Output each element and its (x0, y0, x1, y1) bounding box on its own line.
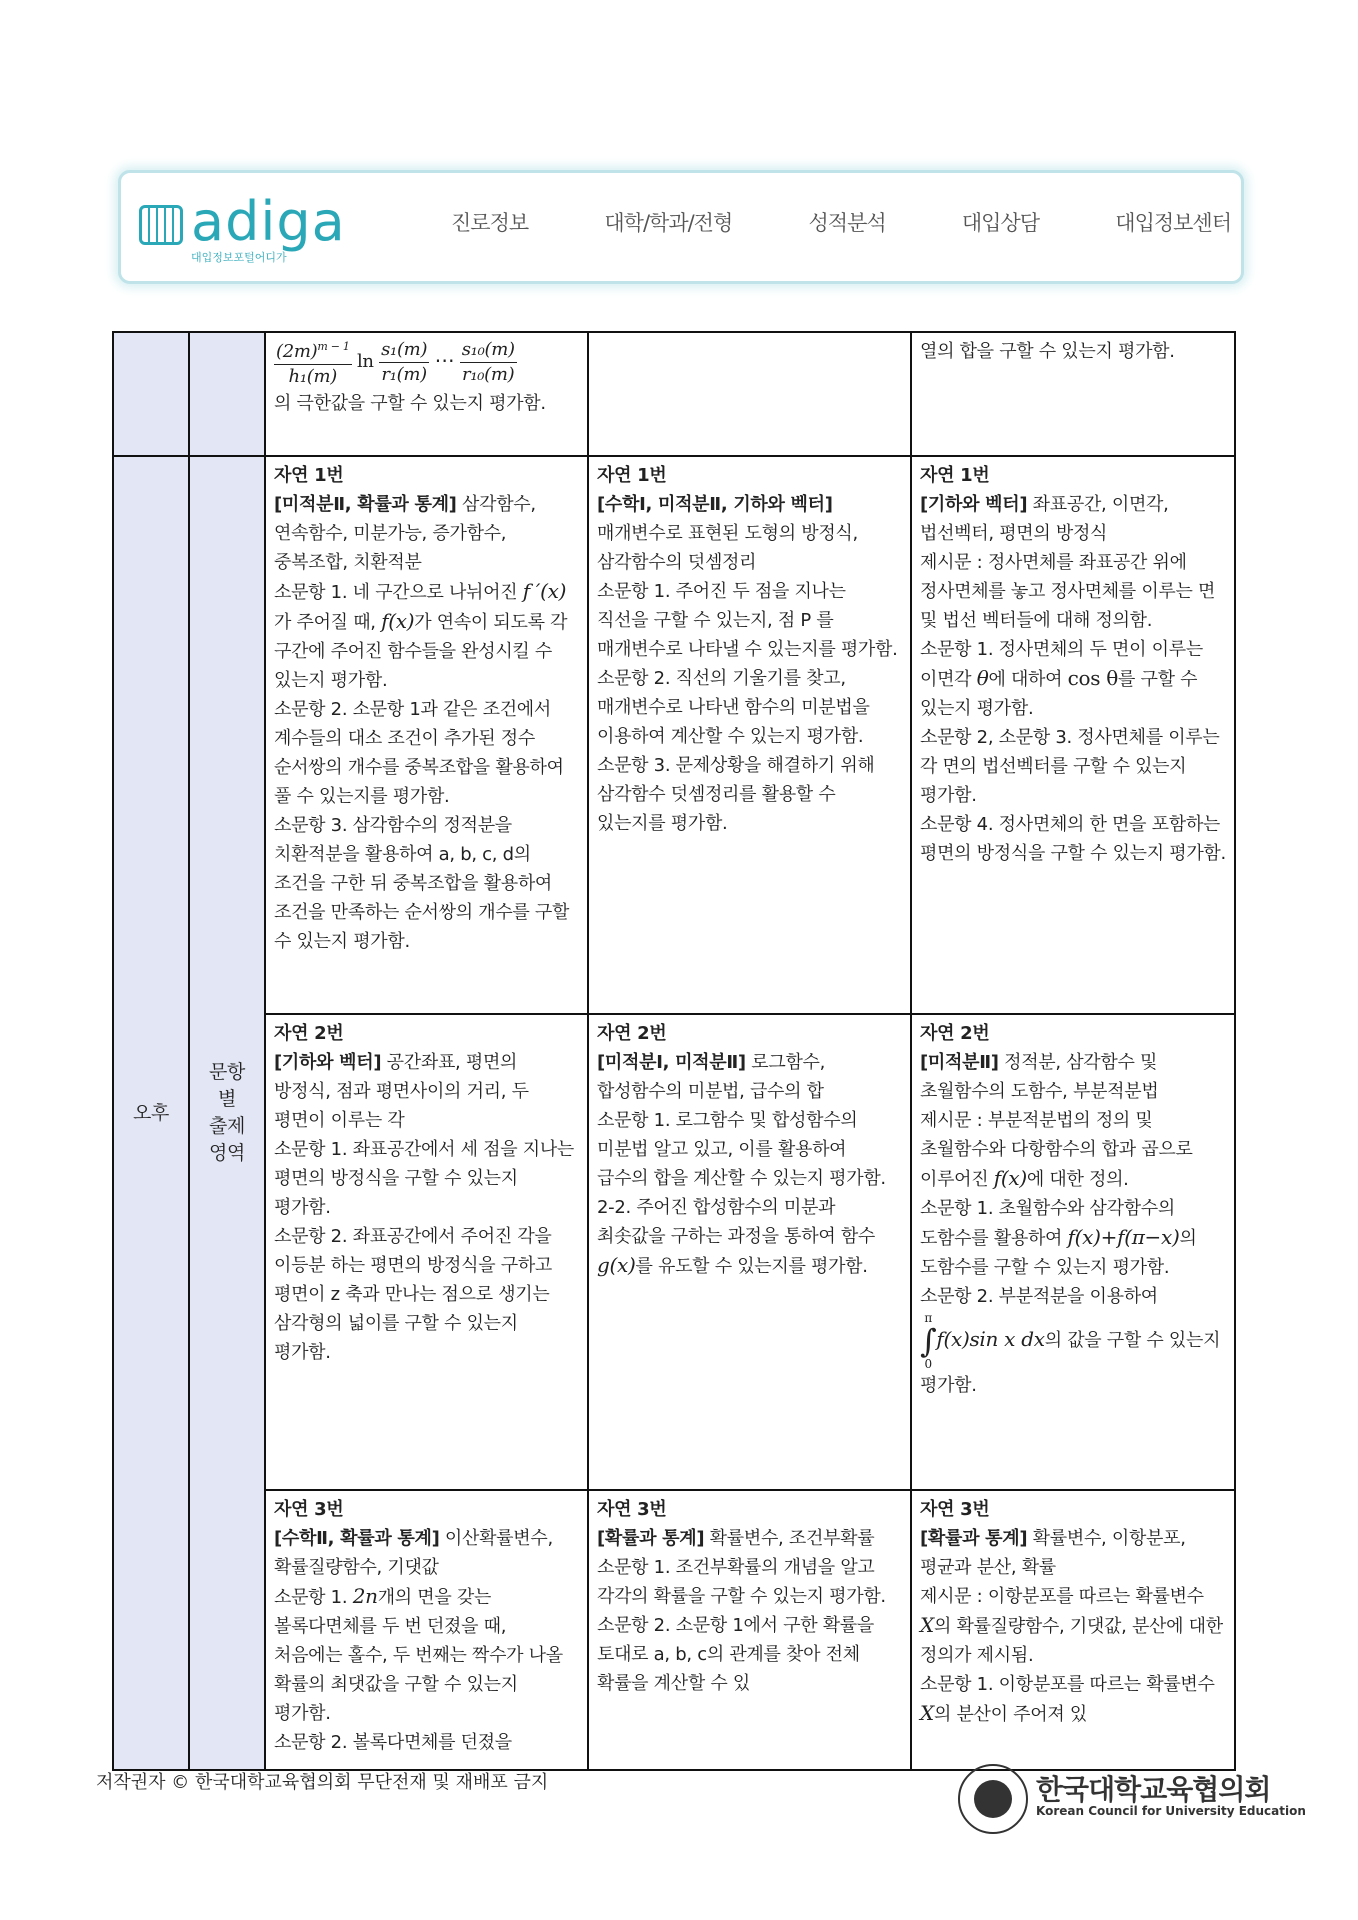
nav-score-analysis[interactable]: 성적분석 (808, 211, 886, 235)
nav-career-info[interactable]: 진로정보 (451, 211, 529, 235)
adiga-logo[interactable] (135, 190, 365, 265)
formula-fraction: $\frac{(2m)^{m - 1}}{\text{h₁(m)}}$ (274, 335, 352, 389)
main-nav (451, 207, 1231, 237)
nav-admission-consult[interactable]: 대입상담 (961, 211, 1040, 235)
cell-empty (588, 332, 911, 456)
cell-limit-expression: $\frac{(2m)^{m - 1}}{\text{h₁(m)}}$ ln $\frac{\text{s₁(m)}}{\text{r₁(m)}}$ ⋯ $\frac{\text{s₁₀(m)}}{\text{r₁₀(m)}}$ 의 극한값을 구할 수 있는지 평가함. (265, 332, 588, 456)
kcue-seal-icon (958, 1764, 1028, 1834)
table-row (113, 456, 1235, 1014)
formula-fraction: $\frac{\text{s₁₀(m)}}{\text{r₁₀(m)}}$ (461, 338, 515, 385)
area-label: 문항 별 출제 영역 (189, 456, 265, 1770)
org-name-korean: 한국대학교육협의회 (1036, 1773, 1271, 1806)
cell-q1-col1: 자연 1번 [미적분Ⅱ, 확률과 통계] 삼각함수, 연속함수, 미분가능, 증가함수, 중복조합, 치환적분 소문항 1. 네 구간으로 나뉘어진 f ′(x)가 주어질 때, f(x)가 연속이 되도록 각 구간에 주어진 함수들을 완성시킬 수 있는지 평가함. 소문항 2. 소문항 1과 같은 조건에서 계수들의 대소 조건이 추가된 정수 순서쌍의 개수를 중복조합을 활용하여 풀 수 있는지를 평가함. 소문항 3. 삼각함수의 정적분을 치환적분을 활용하여 a, b, c, d의 조건을 구한 뒤 중복조합을 활용하여 조건을 만족하는 순서쌍의 개수를 구할 수 있는지 평가함. (265, 456, 588, 1014)
formula-fraction: $\frac{\text{s₁(m)}}{\text{r₁(m)}}$ (381, 338, 428, 385)
evaluation-table (112, 331, 1236, 1771)
cell-q3-col3: 자연 3번 [확률과 통계] 확률변수, 이항분포, 평균과 분산, 확률 제시문 : 이항분포를 따르는 확률변수 X의 확률질량함수, 기댓값, 분산에 대한 정의가 제시됨. 소문항 1. 이항분포를 따르는 확률변수 X의 분산이 주어져 있 (911, 1490, 1235, 1770)
building-icon (139, 205, 183, 245)
cell-q3-col1: 자연 3번 [수학Ⅱ, 확률과 통계] 이산확률변수, 확률질량함수, 기댓값 소문항 1. 2n개의 면을 갖는 볼록다면체를 두 번 던졌을 때, 처음에는 홀수, 두 번째는 짝수가 나올 확률의 최댓값을 구할 수 있는지 평가함. 소문항 2. 볼록다면체를 던졌을 (265, 1490, 588, 1770)
cell-q3-col2: 자연 3번 [확률과 통계] 확률변수, 조건부확률 소문항 1. 조건부확률의 개념을 알고 각각의 확률을 구할 수 있는지 평가함. 소문항 2. 소문항 1에서 구한 확률을 토대로 a, b, c의 관계를 찾아 전체 확률을 계산할 수 있 (588, 1490, 911, 1770)
table-row (113, 332, 1235, 456)
row-header-empty (113, 332, 189, 456)
logo-subtitle: 대입정보포털어디가 (191, 251, 287, 264)
portal-banner (118, 170, 1244, 284)
kcue-logo (958, 1760, 1306, 1840)
nav-info-center[interactable]: 대입정보센터 (1115, 211, 1231, 235)
session-label: 오후 (113, 456, 189, 1770)
logo-text: adiga (191, 190, 346, 253)
org-name-english: Korean Council for University Education (1036, 1804, 1306, 1818)
cell-q2-col1: 자연 2번 [기하와 벡터] 공간좌표, 평면의 방정식, 점과 평면사이의 거리, 두 평면이 이루는 각 소문항 1. 좌표공간에서 세 점을 지나는 평면의 방정식을 구할 수 있는지 평가함. 소문항 2. 좌표공간에서 주어진 각을 이등분 하는 평면의 방정식을 구하고 평면이 z 축과 만나는 점으로 생기는 삼각형의 넓이를 구할 수 있는지 평가함. (265, 1014, 588, 1490)
cell-q2-col2: 자연 2번 [미적분Ⅰ, 미적분Ⅱ] 로그함수, 합성함수의 미분법, 급수의 합 소문항 1. 로그함수 및 합성함수의 미분법 알고 있고, 이를 활용하여 급수의 합을 계산할 수 있는지 평가함. 2-2. 주어진 합성함수의 미분과 최솟값을 구하는 과정을 통하여 함수 g(x)를 유도할 수 있는지를 평가함. (588, 1014, 911, 1490)
cell-q1-col2: 자연 1번 [수학Ⅰ, 미적분Ⅱ, 기하와 벡터] 매개변수로 표현된 도형의 방정식, 삼각함수의 덧셈정리 소문항 1. 주어진 두 점을 지나는 직선을 구할 수 있는지, 점 P 를 매개변수로 나타낼 수 있는지를 평가함. 소문항 2. 직선의 기울기를 찾고, 매개변수로 나타낸 함수의 미분법을 이용하여 계산할 수 있는지 평가함. 소문항 3. 문제상황을 해결하기 위해 삼각함수 덧셈정리를 활용할 수 있는지를 평가함. (588, 456, 911, 1014)
limit-formula: $\frac{(2m)^{m - 1}}{\text{h₁(m)}}$ ln $\frac{\text{s₁(m)}}{\text{r₁(m)}}$ ⋯ $\frac{\text{s₁₀(m)}}{\text{r₁₀(m)}}$ (274, 335, 579, 389)
table-row (113, 1490, 1235, 1770)
cell-q2-col3: 자연 2번 [미적분Ⅱ] 정적분, 삼각함수 및 초월함수의 도함수, 부분적분법 제시문 : 부분적분법의 정의 및 초월함수와 다항함수의 합과 곱으로 이루어진 f(x)에 대한 정의. 소문항 1. 초월함수와 삼각함수의 도함수를 활용하여 f(x)+f(π−x)의 도함수를 구할 수 있는지 평가함. 소문항 2. 부분적분을 이용하여 π ∫ 0 f(x)sin x dx의 값을 구할 수 있는지 평가함. (911, 1014, 1235, 1490)
cell-sequence-sum: 열의 합을 구할 수 있는지 평가함. (911, 332, 1235, 456)
cell-q1-col3: 자연 1번 [기하와 벡터] 좌표공간, 이면각, 법선벡터, 평면의 방정식 제시문 : 정사면체를 좌표공간 위에 정사면체를 놓고 정사면체를 이루는 면 및 법선 벡터들에 대해 정의함. 소문항 1. 정사면체의 두 면이 이루는 이면각 θ에 대하여 cos θ를 구할 수 있는지 평가함. 소문항 2, 소문항 3. 정사면체를 이루는 각 면의 법선벡터를 구할 수 있는지 평가함. 소문항 4. 정사면체의 한 면을 포함하는 평면의 방정식을 구할 수 있는지 평가함. (911, 456, 1235, 1014)
copyright-notice: 저작권자 © 한국대학교육협의회 무단전재 및 재배포 금지 (96, 1772, 549, 1793)
row-subheader-empty (189, 332, 265, 456)
table-row (113, 1014, 1235, 1490)
integral-expression: π ∫ 0 f(x)sin x dx (920, 1311, 1045, 1371)
nav-university-major[interactable]: 대학/학과/전형 (604, 211, 733, 235)
